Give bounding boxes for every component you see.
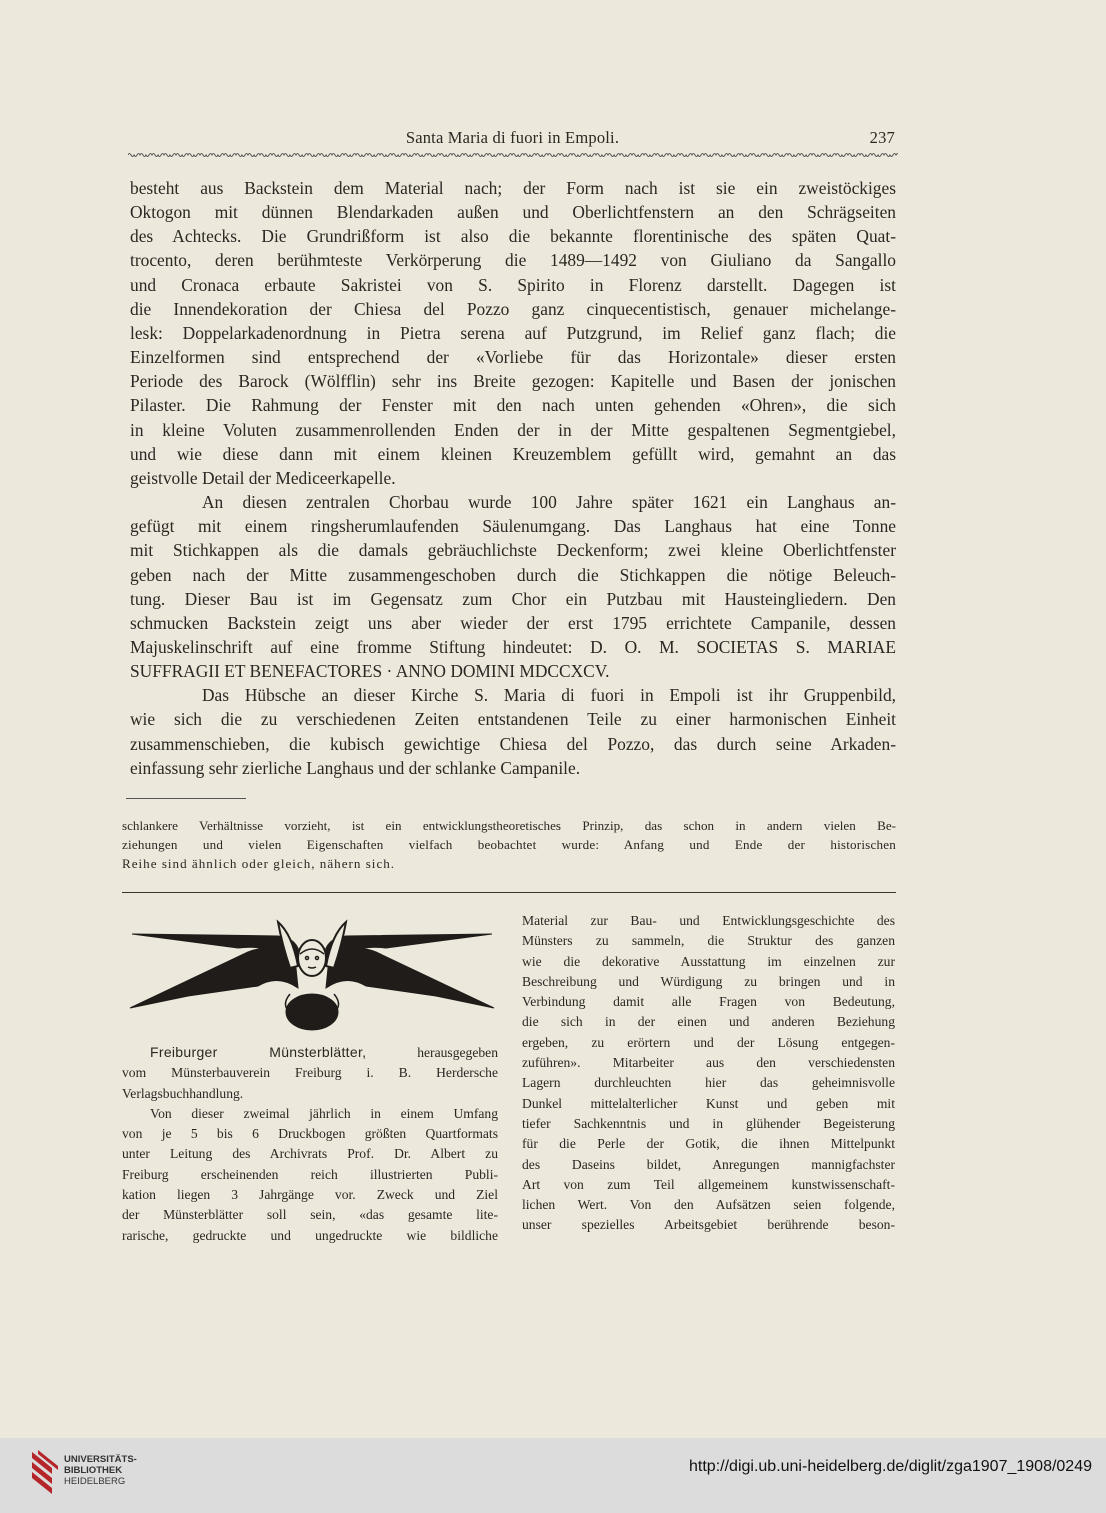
footnote-line: ziehungen und vielen Eigenschaften vielfach beobachtet wurde: Anfang und Ende der historischen: [122, 837, 896, 852]
review-line: der Münsterblätter soll sein, «das gesamte lite-: [122, 1207, 498, 1223]
main-body-text: [130, 176, 896, 780]
footnote-line: schlankere Verhältnisse vorzieht, ist ein entwicklungstheoretisches Prinzip, das schon in andern vielen Be-: [122, 818, 896, 833]
footnote-line: Reihe sind ähnlich oder gleich, nähern sich.: [122, 856, 396, 871]
review-line: Beschreibung und Würdigung zu bringen und in: [522, 973, 895, 989]
review-line: Lagern durchleuchten hier das geheimnisvolle: [522, 1075, 895, 1091]
library-name-line: UNIVERSITÄTS-: [64, 1454, 137, 1465]
review-title: Freiburger Münsterblätter,: [150, 1044, 367, 1060]
wavy-rule-divider: [128, 150, 898, 160]
review-line: für die Perle der Gotik, die ihnen Mittelpunkt: [522, 1136, 895, 1152]
permalink-url[interactable]: http://digi.ub.uni-heidelberg.de/diglit/zga1907_1908/0249: [689, 1458, 1092, 1475]
body-line: lesk: Doppelarkadenordnung in Pietra serena auf Putzgrund, im Relief ganz flach; die: [130, 322, 896, 343]
library-name: [64, 1454, 137, 1487]
body-line: geistvolle Detail der Mediceerkapelle.: [130, 467, 396, 488]
review-line: lichen Wert. Von den Aufsätzen seien folgende,: [522, 1197, 895, 1213]
review-line: vom Münsterbauverein Freiburg i. B. Herdersche: [122, 1065, 498, 1081]
body-line: und Cronaca erbaute Sakristei von S. Spirito in Florenz darstellt. Dagegen ist: [130, 274, 896, 295]
body-line: Pilaster. Die Rahmung der Fenster mit den nach unten gehenden «Ohren», die sich: [130, 395, 896, 416]
body-line: An diesen zentralen Chorbau wurde 100 Jahre später 1621 ein Langhaus an-: [202, 492, 896, 513]
page-title: Santa Maria di fuori in Empoli.: [405, 128, 620, 147]
body-line: geben nach der Mitte zusammengeschoben durch die Stichkappen die nötige Beleuch-: [130, 564, 896, 585]
review-line: die sich in der einen und anderen Beziehung: [522, 1014, 895, 1030]
review-line: Material zur Bau- und Entwicklungsgeschichte des: [522, 913, 895, 928]
review-line: Dunkel mittelalterlicher Kunst und geben mit: [522, 1095, 895, 1111]
review-line: ergeben, zu erörtern und der Lösung entgegen-: [522, 1034, 895, 1050]
footnote-rule: [126, 798, 246, 799]
running-head: [130, 128, 895, 150]
body-line: des Achtecks. Die Grundrißform ist also die bekannte florentinische des späten Quat-: [130, 226, 896, 247]
winged-angel-emblem-icon: [128, 914, 496, 1034]
review-right-column: [522, 911, 895, 1236]
body-line: in kleine Voluten zusammenrollenden Enden der in der Mitte gespaltenen Segmentgiebel,: [130, 419, 896, 440]
body-line: Majuskelinschrift auf eine fromme Stiftung hindeutet: D. O. M. SOCIETAS S. MARIAE: [130, 636, 896, 657]
review-line: Verbindung damit alle Fragen von Bedeutung,: [522, 994, 895, 1010]
body-line: mit Stichkappen als die damals gebräuchlichste Deckenform; zwei kleine Oberlichtfenster: [130, 540, 896, 561]
body-line: Oktogon mit dünnen Blendarkaden außen und Oberlichtfenstern an den Schrägseiten: [130, 202, 896, 223]
body-line: Das Hübsche an dieser Kirche S. Maria di fuori in Empoli ist ihr Gruppenbild,: [202, 685, 896, 706]
body-line: schmucken Backstein zeigt uns aber wieder der erst 1795 errichtete Campanile, dessen: [130, 612, 896, 633]
viewer-footer: [0, 1438, 1106, 1513]
body-line: besteht aus Backstein dem Material nach; der Form nach ist sie ein zweistöckiges: [130, 178, 896, 198]
review-line: tiefer Sachkenntnis und in glühender Begeisterung: [522, 1115, 895, 1131]
review-line: kation liegen 3 Jahrgänge vor. Zweck und Ziel: [122, 1187, 498, 1203]
body-line: zusammenschieben, die kubisch gewichtige Chiesa del Pozzo, das durch seine Arkaden-: [130, 733, 896, 754]
review-line: unter Leitung des Archivrats Prof. Dr. Albert zu: [122, 1146, 498, 1162]
review-line: von je 5 bis 6 Druckbogen größten Quartformats: [122, 1126, 498, 1142]
body-line: trocento, deren berühmteste Verkörperung die 1489—1492 von Giuliano da Sangallo: [130, 250, 896, 271]
body-line: tung. Dieser Bau ist im Gegensatz zum Chor ein Putzbau mit Hausteingliedern. Den: [130, 588, 896, 609]
review-line: rarische, gedruckte und ungedruckte wie bildliche: [122, 1227, 498, 1243]
body-line: einfassung sehr zierliche Langhaus und der schlanke Campanile.: [130, 757, 581, 778]
review-line: Von dieser zweimal jährlich in einem Umfang: [150, 1105, 498, 1121]
review-line: Freiburg erscheinenden reich illustrierten Publi-: [122, 1166, 498, 1182]
review-line: Münsters zu sammeln, die Struktur des ganzen: [522, 933, 895, 949]
review-line: wie die dekorative Ausstattung im einzelnen zur: [522, 953, 895, 969]
body-line: wie sich die zu verschiedenen Zeiten entstandenen Teile zu einer harmonischen Einheit: [130, 709, 896, 730]
library-name-line: BIBLIOTHEK: [64, 1465, 123, 1476]
page-number: 237: [869, 128, 895, 147]
review-line: des Daseins bildet, Anregungen mannigfachster: [522, 1156, 895, 1172]
university-library-logo-icon: [30, 1448, 60, 1498]
body-line: Periode des Barock (Wölfflin) sehr ins Breite gezogen: Kapitelle und Basen der jonischen: [130, 371, 896, 392]
review-title-line: [122, 1042, 498, 1063]
body-line: und wie diese dann mit einem kleinen Kreuzemblem gefüllt wird, gemahnt an das: [130, 443, 896, 464]
review-line: Art von zum Teil allgemeinem kunstwissenschaft-: [522, 1176, 895, 1192]
review-left-column: [122, 1042, 498, 1246]
footnote: [122, 816, 896, 873]
body-line: die Innendekoration der Chiesa del Pozzo ganz cinquecentistisch, genauer michelange-: [130, 298, 896, 319]
library-name-line: HEIDELBERG: [64, 1476, 126, 1487]
review-line: herausgegeben: [417, 1045, 498, 1060]
review-line: unser spezielles Arbeitsgebiet berührende beson-: [522, 1217, 895, 1233]
body-line: Einzelformen sind entsprechend der «Vorliebe für das Horizontale» dieser ersten: [130, 347, 896, 368]
section-divider: [122, 892, 896, 893]
review-line: zuführen». Mitarbeiter aus den verschiedensten: [522, 1055, 895, 1071]
body-line: gefügt mit einem ringsherumlaufenden Säulenumgang. Das Langhaus hat eine Tonne: [130, 516, 896, 537]
body-line: SUFFRAGII ET BENEFACTORES · ANNO DOMINI MDCCXCV.: [130, 661, 610, 682]
review-line: Verlagsbuchhandlung.: [122, 1085, 244, 1101]
